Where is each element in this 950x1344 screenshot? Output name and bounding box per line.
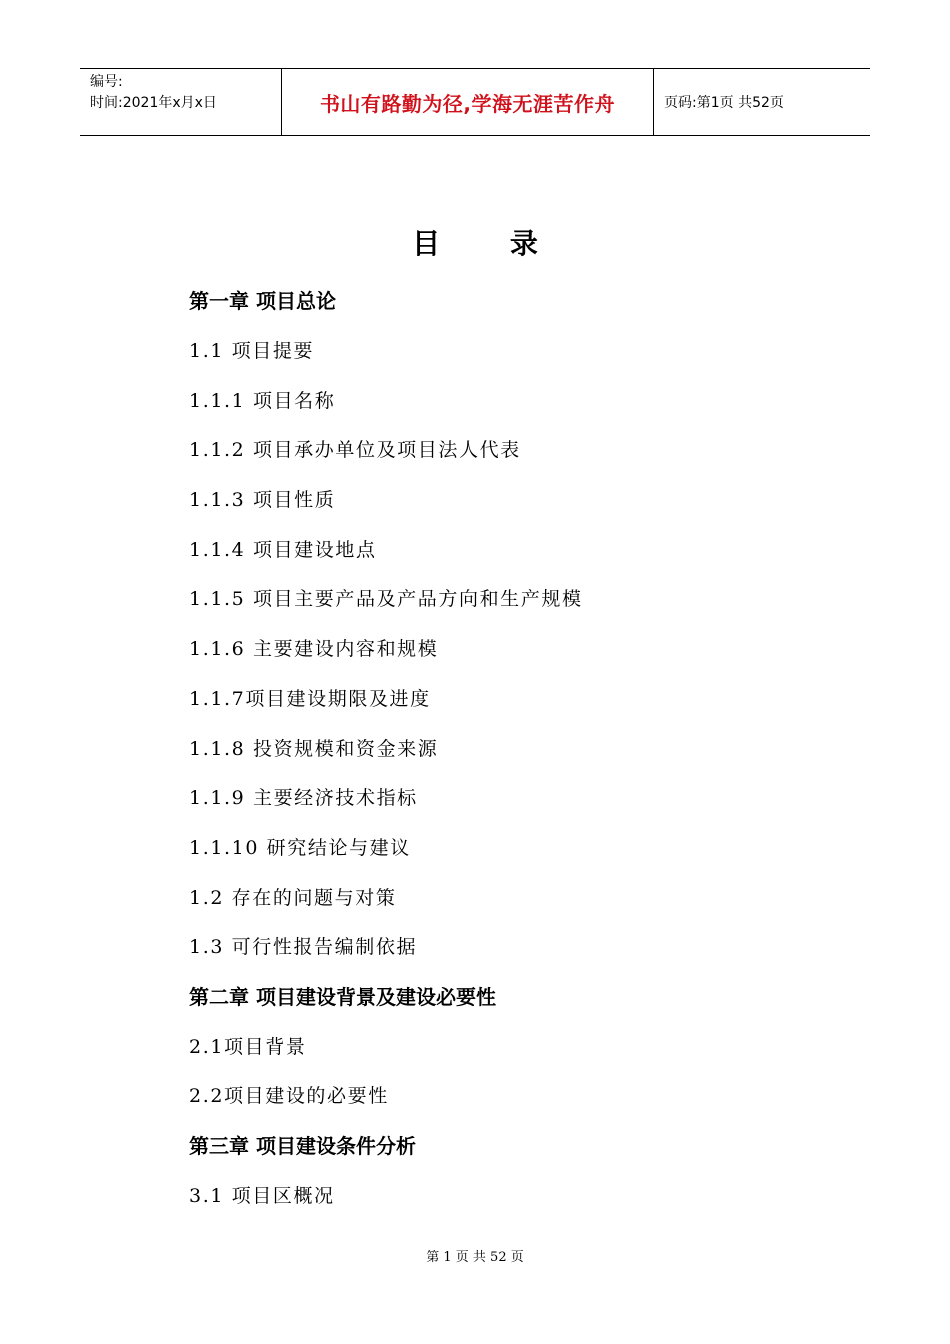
header-meta [80, 69, 282, 135]
header-page-info: 页码:第1页 共52页 [664, 95, 784, 111]
toc-section: 1.1.3 项目性质 [189, 489, 336, 512]
toc-section: 1.1.7项目建设期限及进度 [189, 687, 431, 710]
toc-section: 1.3 可行性报告编制依据 [189, 936, 418, 959]
toc-section: 1.1.4 项目建设地点 [189, 538, 377, 561]
toc-section: 1.1.9 主要经济技术指标 [189, 787, 418, 810]
page-title: 目 录 [412, 227, 568, 260]
time-label: 时间:2021年x月x日 [90, 95, 217, 111]
toc-section: 1.1.5 项目主要产品及产品方向和生产规模 [189, 588, 583, 611]
toc-section: 1.1.10 研究结论与建议 [189, 836, 411, 859]
toc-chapter: 第三章 项目建设条件分析 [189, 1134, 416, 1159]
toc-section: 1.2 存在的问题与对策 [189, 886, 397, 909]
page-footer: 第 1 页 共 52 页 [426, 1250, 524, 1265]
toc-section: 1.1.6 主要建设内容和规模 [189, 638, 439, 661]
toc-section: 3.1 项目区概况 [189, 1184, 335, 1207]
table-of-contents [189, 275, 829, 1219]
page-header [80, 68, 870, 136]
toc-section: 2.2项目建设的必要性 [189, 1085, 389, 1108]
toc-section: 1.1.2 项目承办单位及项目法人代表 [189, 439, 521, 462]
toc-section: 1.1 项目提要 [189, 340, 315, 363]
header-motto: 书山有路勤为径,学海无涯苦作舟 [282, 69, 654, 135]
toc-section: 1.1.1 项目名称 [189, 389, 336, 412]
number-label: 编号: [90, 74, 123, 90]
toc-section: 1.1.8 投资规模和资金来源 [189, 737, 439, 760]
toc-chapter: 第二章 项目建设背景及建设必要性 [189, 984, 496, 1009]
toc-chapter: 第一章 项目总论 [189, 289, 336, 314]
toc-section: 2.1项目背景 [189, 1035, 307, 1058]
